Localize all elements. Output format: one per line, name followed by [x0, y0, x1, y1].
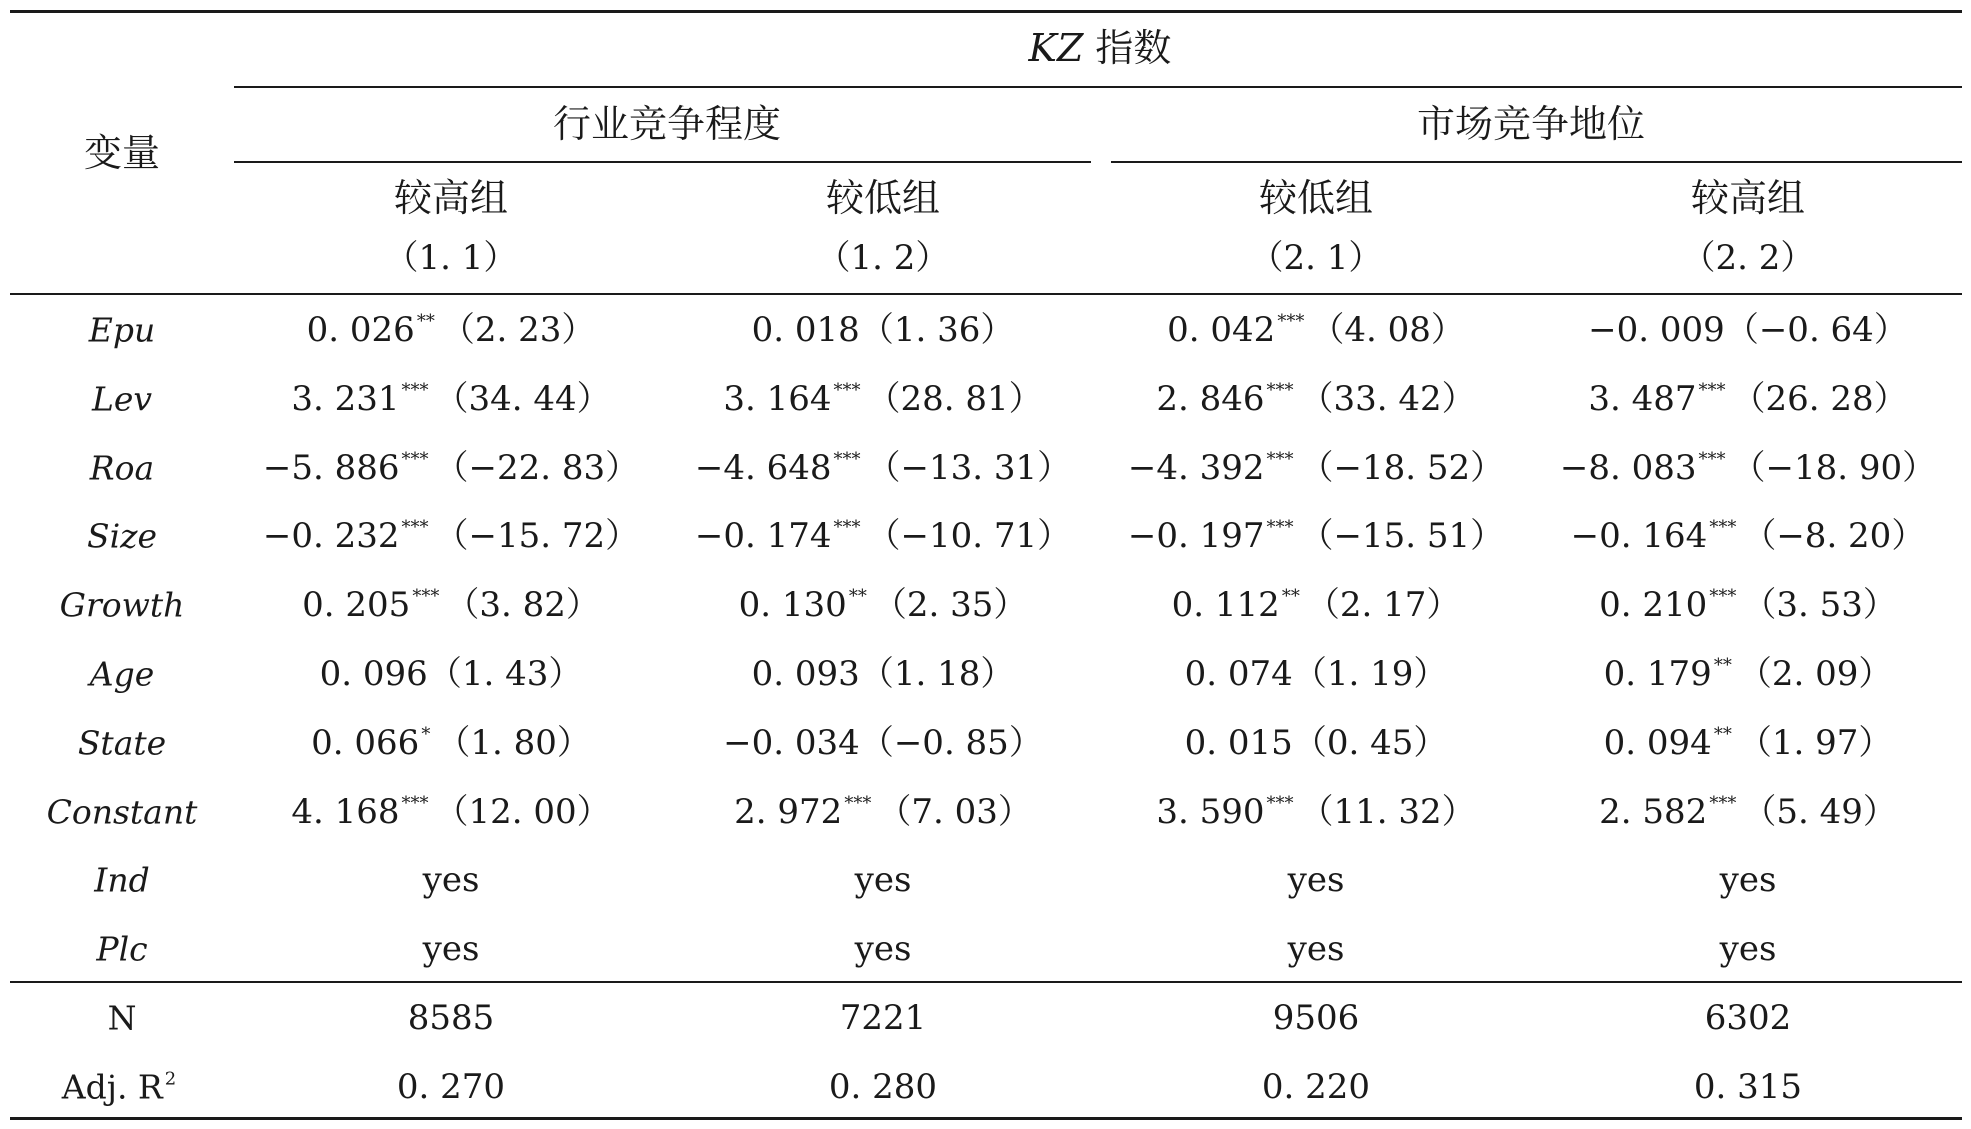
cell-coef: 0. 205	[302, 585, 411, 626]
cell-stars: ***	[833, 448, 861, 470]
cell-coef: −4. 648	[694, 447, 832, 488]
cell-stars: ***	[833, 517, 861, 539]
cell-stars: **	[848, 586, 867, 608]
cell-stars: ***	[844, 792, 872, 814]
cell-stars: ***	[833, 379, 861, 401]
cell-stars: ***	[1266, 379, 1294, 401]
cell-tstat: （−10. 71）	[866, 516, 1072, 557]
cell-stars: ***	[401, 379, 429, 401]
cell-coef: yes	[1287, 860, 1345, 901]
table-cell	[1184, 654, 1448, 694]
table-cell	[311, 722, 591, 763]
cell-coef: −0. 164	[1570, 516, 1708, 557]
cell-coef: 0. 066	[311, 722, 420, 763]
cell-stars: ***	[401, 448, 429, 470]
cell-coef: yes	[422, 929, 480, 970]
cell-coef: 0. 074	[1184, 654, 1293, 694]
cell-coef: 2. 972	[734, 791, 843, 832]
cell-coef: −0. 197	[1127, 516, 1265, 557]
sub-header-4: 较高组	[1690, 176, 1806, 220]
body-bottom-rule	[10, 981, 1962, 983]
cell-coef: −0. 009	[1588, 310, 1725, 350]
stat-n-1: 8585	[407, 998, 495, 1038]
stat-label-adjr2-sup: 2	[164, 1068, 177, 1090]
col-number-4: （2. 2）	[1681, 238, 1815, 278]
cell-tstat: （2. 35）	[872, 585, 1028, 626]
cell-coef: 2. 582	[1599, 791, 1708, 832]
cell-tstat: （33. 42）	[1299, 378, 1476, 419]
sub-header-2: 较低组	[825, 176, 941, 220]
table-cell	[738, 585, 1028, 626]
table-cell	[751, 310, 1015, 350]
table-cell	[1184, 722, 1448, 763]
table-cell	[1127, 516, 1505, 557]
cell-tstat: （28. 81）	[866, 378, 1043, 419]
cell-coef: −5. 886	[262, 447, 400, 488]
cell-stars: ***	[1698, 379, 1726, 401]
table-cell	[751, 654, 1015, 694]
cell-stars: ***	[1277, 311, 1305, 332]
cell-coef: 3. 231	[291, 378, 400, 419]
cell-coef: −0. 174	[694, 516, 832, 557]
group1-underline	[234, 161, 1091, 163]
table-cell	[734, 791, 1032, 832]
cell-coef: yes	[422, 860, 480, 901]
table-cell	[306, 310, 596, 350]
header-bottom-rule	[10, 293, 1962, 295]
table-cell	[1127, 447, 1505, 488]
row-label: Age	[89, 654, 155, 694]
cell-tstat: （26. 28）	[1731, 378, 1908, 419]
cell-tstat: （3. 53）	[1742, 585, 1897, 626]
cell-coef: yes	[1719, 929, 1777, 970]
table-cell	[1719, 860, 1777, 901]
cell-tstat: （1. 80）	[436, 722, 591, 763]
cell-tstat: （2. 17）	[1305, 585, 1461, 626]
cell-stars: ***	[1266, 448, 1294, 470]
kz-header-italic: KZ	[1028, 26, 1084, 70]
cell-stars: ***	[412, 586, 440, 608]
cell-coef: 0. 018	[751, 310, 860, 350]
cell-tstat: （−18. 52）	[1299, 447, 1505, 488]
cell-stars: **	[1713, 655, 1732, 676]
cell-coef: 0. 042	[1167, 310, 1276, 350]
table-cell	[1156, 378, 1476, 419]
stat-adjr2-4: 0. 315	[1693, 1067, 1803, 1107]
cell-tstat: （7. 03）	[877, 791, 1032, 832]
cell-tstat: （−8. 20）	[1742, 516, 1926, 557]
cell-tstat: （3. 82）	[445, 585, 600, 626]
cell-coef: 3. 487	[1588, 378, 1697, 419]
cell-coef: 4. 168	[291, 791, 400, 832]
cell-coef: yes	[1719, 860, 1777, 901]
var-header: 变量	[83, 131, 161, 175]
table-cell	[1559, 447, 1937, 488]
col-number-3: （2. 1）	[1249, 238, 1383, 278]
cell-tstat: （12. 00）	[434, 791, 611, 832]
cell-coef: 0. 130	[738, 585, 847, 626]
cell-stars: *	[421, 723, 431, 745]
table-cell	[291, 378, 611, 419]
col-number-1: （1. 1）	[384, 238, 518, 278]
cell-coef: 0. 094	[1603, 722, 1712, 763]
cell-stars: **	[1281, 586, 1300, 608]
table-cell	[1603, 654, 1893, 694]
cell-tstat: （−13. 31）	[866, 447, 1072, 488]
cell-tstat: （2. 09）	[1737, 654, 1893, 694]
table-cell	[302, 585, 600, 626]
cell-tstat: （0. 45）	[1292, 722, 1448, 763]
cell-tstat: （1. 36）	[859, 310, 1015, 350]
table-cell	[854, 860, 912, 901]
cell-tstat: （1. 97）	[1737, 722, 1893, 763]
cell-stars: **	[416, 311, 435, 332]
group-header-industry: 行业竞争程度	[552, 102, 782, 146]
table-cell	[1588, 378, 1908, 419]
table-cell	[422, 860, 480, 901]
cell-stars: ***	[401, 517, 429, 539]
cell-coef: 0. 096	[319, 654, 428, 694]
cell-stars: ***	[1709, 586, 1737, 608]
cell-tstat: （−0. 85）	[859, 722, 1043, 763]
kz-header	[1028, 26, 1172, 70]
cell-coef: −0. 034	[723, 722, 860, 763]
cell-coef: 2. 846	[1156, 378, 1265, 419]
row-label: Roa	[89, 448, 155, 488]
stat-n-3: 9506	[1272, 998, 1360, 1038]
table-cell	[1287, 929, 1345, 970]
row-label: State	[77, 723, 167, 763]
cell-stars: ***	[1266, 517, 1294, 539]
cell-tstat: （−0. 64）	[1724, 310, 1908, 350]
cell-coef: 0. 179	[1603, 654, 1712, 694]
cell-stars: ***	[1709, 517, 1737, 539]
cell-coef: 0. 093	[751, 654, 860, 694]
sub-header-1: 较高组	[393, 176, 509, 220]
cell-tstat: （−15. 51）	[1299, 516, 1505, 557]
cell-coef: 0. 210	[1599, 585, 1708, 626]
table-cell	[723, 378, 1043, 419]
sub-header-3: 较低组	[1258, 176, 1374, 220]
table-cell	[1599, 585, 1897, 626]
table-cell	[262, 447, 640, 488]
bottom-rule	[10, 1117, 1962, 1120]
cell-tstat: （4. 08）	[1310, 310, 1465, 350]
stat-label-adjr2	[61, 1067, 182, 1107]
table-cell	[1588, 310, 1908, 350]
cell-coef: 3. 164	[723, 378, 832, 419]
cell-tstat: （34. 44）	[434, 378, 611, 419]
cell-stars: ***	[1709, 792, 1737, 814]
stat-n-2: 7221	[839, 998, 927, 1038]
group2-underline	[1111, 161, 1962, 163]
cell-tstat: （1. 19）	[1292, 654, 1448, 694]
stat-label-n: N	[107, 998, 137, 1038]
cell-coef: yes	[854, 860, 912, 901]
table-cell	[1599, 791, 1897, 832]
table-cell	[262, 516, 640, 557]
top-rule	[10, 10, 1962, 13]
row-label: Ind	[94, 860, 150, 900]
cell-stars: ***	[401, 792, 429, 814]
table-cell	[1603, 722, 1893, 763]
cell-coef: −0. 232	[262, 516, 400, 557]
table-cell	[1287, 860, 1345, 901]
table-cell	[1156, 791, 1476, 832]
table-cell	[694, 447, 1072, 488]
cell-stars: **	[1713, 723, 1732, 745]
cell-stars: ***	[1698, 448, 1726, 470]
cell-stars: ***	[1266, 792, 1294, 814]
cell-coef: yes	[854, 929, 912, 970]
table-cell	[1167, 310, 1465, 350]
cell-coef: 0. 112	[1171, 585, 1280, 626]
row-label: Constant	[46, 792, 198, 832]
cell-tstat: （−15. 72）	[434, 516, 640, 557]
table-cell	[291, 791, 611, 832]
cell-tstat: （2. 23）	[440, 310, 596, 350]
stat-n-4: 6302	[1704, 998, 1792, 1038]
group-header-market: 市场竞争地位	[1416, 102, 1646, 146]
stat-adjr2-3: 0. 220	[1261, 1067, 1371, 1107]
cell-coef: 3. 590	[1156, 791, 1265, 832]
row-label: Epu	[88, 310, 156, 350]
cell-coef: 0. 015	[1184, 722, 1293, 763]
table-cell	[1171, 585, 1461, 626]
row-label: Lev	[91, 379, 153, 419]
stat-label-adjr2-text: Adj. R	[61, 1067, 163, 1107]
table-cell	[422, 929, 480, 970]
kz-underline	[234, 86, 1962, 88]
cell-tstat: （11. 32）	[1299, 791, 1476, 832]
table-cell	[854, 929, 912, 970]
col-number-2: （1. 2）	[816, 238, 950, 278]
cell-coef: 0. 026	[306, 310, 415, 350]
cell-tstat: （1. 18）	[859, 654, 1015, 694]
cell-coef: −8. 083	[1559, 447, 1697, 488]
table-cell	[1719, 929, 1777, 970]
cell-tstat: （−18. 90）	[1731, 447, 1937, 488]
cell-tstat: （1. 43）	[427, 654, 583, 694]
row-label: Size	[86, 516, 158, 556]
table-cell	[694, 516, 1072, 557]
row-label: Plc	[96, 929, 148, 969]
table-cell	[723, 722, 1043, 763]
cell-tstat: （−22. 83）	[434, 447, 640, 488]
cell-tstat: （5. 49）	[1742, 791, 1897, 832]
stat-adjr2-1: 0. 270	[396, 1067, 506, 1107]
kz-header-rest: 指数	[1083, 26, 1172, 70]
row-label: Growth	[59, 585, 185, 625]
stat-adjr2-2: 0. 280	[828, 1067, 938, 1107]
cell-coef: −4. 392	[1127, 447, 1265, 488]
table-cell	[1570, 516, 1926, 557]
table-cell	[319, 654, 583, 694]
cell-coef: yes	[1287, 929, 1345, 970]
